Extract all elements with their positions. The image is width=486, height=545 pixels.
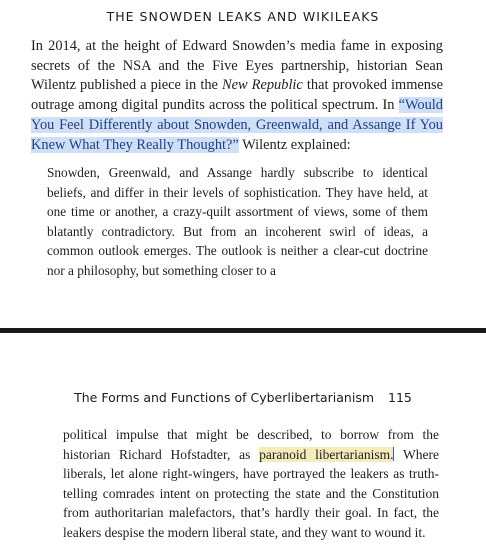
paragraph-text: Where liberals, let alone right-wingers, have portrayed the leakers as truth-telling comrades intent on protecting the state and the Constitution from authoritarian malefactors, that’s hardly their goal. In fact, the leakers despise the modern liberal state, and they want to wound it. bbox=[63, 446, 439, 540]
paragraph-text: In 2014, at the height of Edward Snowden’s media fame in exposing secrets of the NSA and the Five Eyes partnership, historian Sean Wilentz published a piece in the bbox=[31, 38, 443, 94]
paragraph-text: Wilentz explained: bbox=[238, 136, 351, 153]
publication-title: New Republic bbox=[222, 77, 303, 94]
page-divider bbox=[0, 328, 486, 333]
running-head: THE SNOWDEN LEAKS AND WIKILEAKS bbox=[106, 9, 380, 24]
highlighted-term[interactable]: paranoid libertarianism. bbox=[259, 446, 394, 462]
running-head bbox=[0, 390, 486, 405]
block-quote[interactable]: Snowden, Greenwald, and Assange hardly subscribe to identical beliefs, and differ in their levels of sophistication. They have held, at one time or another, a crazy-quilt assortment of views, some of them blatantly contradictory. But from an incoherent swirl of ideas, a common outlook emerges. The outlook is neither a clear-cut doctrine nor a philosophy, but something closer to a bbox=[47, 165, 428, 278]
highlighted-article-title[interactable]: “Would You Feel Differently about Snowden, Greenwald, and Assange If You Knew What They Really Thought?” bbox=[31, 97, 443, 153]
chapter-title: The Forms and Functions of Cyberlibertarianism bbox=[74, 390, 375, 405]
paragraph-text: political impulse that might be described, to borrow from the historian Richard Hofstadter, as bbox=[63, 427, 439, 462]
page-number: 115 bbox=[388, 390, 412, 405]
body-paragraph[interactable] bbox=[31, 37, 443, 155]
body-paragraph[interactable] bbox=[63, 425, 439, 543]
paragraph-text: that provoked immense outrage among digital pundits across the political spectrum. In bbox=[31, 77, 443, 114]
